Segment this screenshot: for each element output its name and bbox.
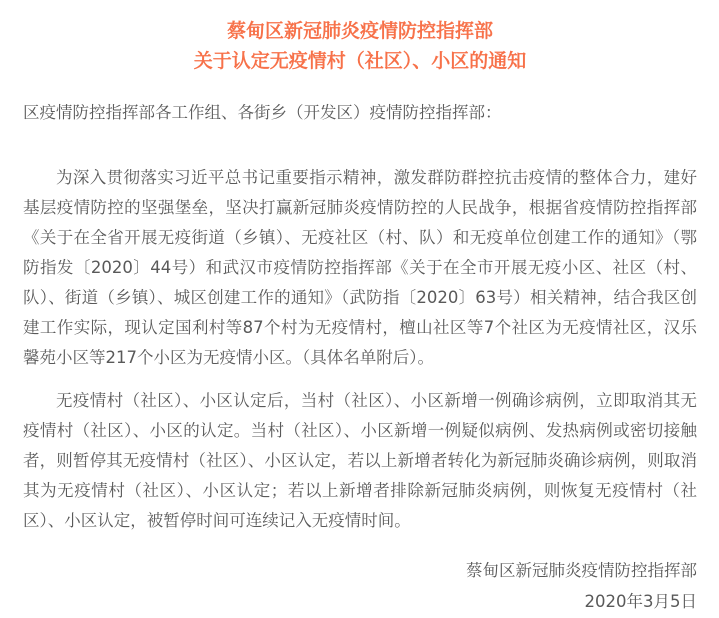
body-paragraph-1: 为深入贯彻落实习近平总书记重要指示精神，激发群防群控抗击疫情的整体合力，建好基层疫情防控的坚强堡垒，坚决打赢新冠肺炎疫情防控的人民战争，根据省疫情防控指挥部《关于在全省开展无疫街道（乡镇）、无疫社区（村、队）和无疫单位创建工作的通知》（鄂防指发〔2020〕44号）和武汉市疫情防控指挥部《关于在全市开展无疫小区、社区（村、队）、街道（乡镇）、城区创建工作的通知》（武防指〔2020〕63号）相关精神，结合我区创建工作实际，现认定国利村等87个村为无疫情村，檀山社区等7个社区为无疫情社区，汉乐馨苑小区等217个小区为无疫情小区。（具体名单附后）。 xyxy=(23,168,697,367)
salutation: 区疫情防控指挥部各工作组、各街乡（开发区）疫情防控指挥部： xyxy=(23,103,502,122)
notice-title-line-2: 关于认定无疫情村（社区）、小区的通知 xyxy=(193,50,527,72)
signature-date: 2020年3月5日 xyxy=(584,592,697,611)
notice-body xyxy=(23,98,697,536)
signature-block xyxy=(23,556,697,618)
body-paragraph-2: 无疫情村（社区）、小区认定后，当村（社区）、小区新增一例确诊病例，立即取消其无疫情村（社区）、小区的认定。当村（社区）、小区新增一例疑似病例、发热病例或密切接触者，则暂停其无疫情村（社区）、小区认定，若以上新增者转化为新冠肺炎确诊病例，则取消其为无疫情村（社区）、小区认定；若以上新增者排除新冠肺炎病例，则恢复无疫情村（社区）、小区认定，被暂停时间可连续记入无疫情时间。 xyxy=(23,391,697,530)
notice-title xyxy=(23,16,697,76)
signature-issuer: 蔡甸区新冠肺炎疫情防控指挥部 xyxy=(466,561,697,580)
notice-title-line-1: 蔡甸区新冠肺炎疫情防控指挥部 xyxy=(226,20,493,42)
